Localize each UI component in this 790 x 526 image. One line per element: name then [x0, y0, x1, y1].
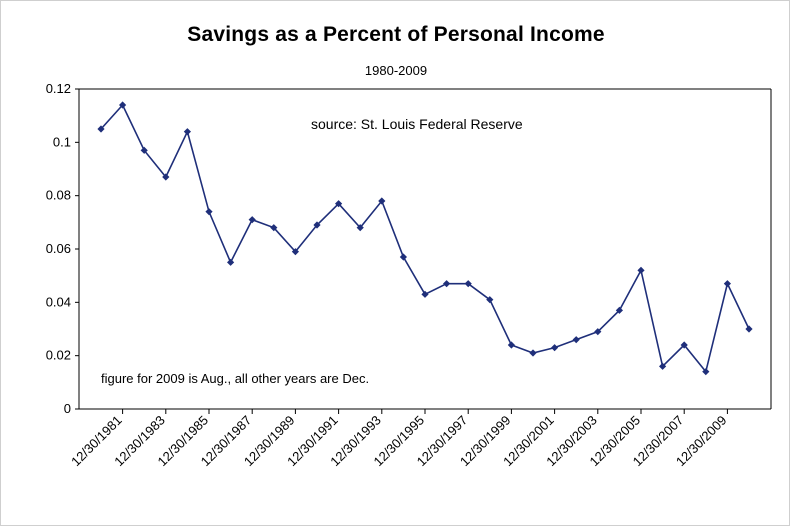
svg-text:0.1: 0.1 [52, 134, 71, 150]
svg-text:12/30/1981: 12/30/1981 [68, 412, 125, 470]
svg-text:12/30/1991: 12/30/1991 [284, 412, 341, 470]
data-point [573, 336, 580, 343]
data-point [724, 280, 731, 287]
data-series-markers [97, 101, 752, 375]
svg-text:0.06: 0.06 [45, 241, 71, 256]
svg-text:0.08: 0.08 [45, 187, 71, 203]
data-point [400, 253, 407, 260]
svg-text:12/30/2007: 12/30/2007 [629, 412, 687, 470]
data-point [745, 325, 752, 332]
data-point [443, 280, 450, 287]
data-series-line [101, 105, 749, 372]
svg-text:12/30/1983: 12/30/1983 [111, 412, 168, 470]
data-point [551, 344, 558, 351]
chart-source-note: source: St. Louis Federal Reserve [311, 116, 523, 132]
data-point [508, 341, 515, 348]
svg-text:0.04: 0.04 [45, 294, 71, 310]
svg-text:12/30/1985: 12/30/1985 [154, 412, 212, 470]
svg-text:12/30/2005: 12/30/2005 [586, 412, 644, 470]
svg-text:12/30/1989: 12/30/1989 [240, 412, 298, 470]
data-point [637, 267, 644, 274]
chart-footnote: figure for 2009 is Aug., all other years are Dec. [101, 371, 370, 386]
data-point [205, 208, 212, 215]
svg-text:12/30/1995: 12/30/1995 [370, 412, 428, 470]
svg-text:0.02: 0.02 [45, 347, 71, 363]
svg-text:12/30/2009: 12/30/2009 [672, 412, 730, 470]
svg-text:12/30/1997: 12/30/1997 [413, 412, 471, 470]
data-point [184, 128, 191, 135]
svg-text:0: 0 [63, 401, 71, 416]
svg-text:12/30/1993: 12/30/1993 [327, 412, 384, 470]
data-point [227, 259, 234, 266]
svg-text:12/30/2003: 12/30/2003 [543, 412, 600, 470]
svg-text:12/30/1999: 12/30/1999 [456, 412, 514, 470]
chart-title: Savings as a Percent of Personal Income [187, 23, 605, 46]
chart-plot-area [1, 1, 790, 526]
svg-text:12/30/2001: 12/30/2001 [500, 412, 557, 470]
svg-text:0.12: 0.12 [45, 81, 71, 96]
data-point [421, 291, 428, 298]
x-axis-tick-labels [68, 409, 729, 469]
svg-text:12/30/1987: 12/30/1987 [197, 412, 255, 470]
data-point [249, 216, 256, 223]
data-point [529, 349, 536, 356]
y-axis-tick-labels [46, 81, 79, 416]
chart-subtitle: 1980-2009 [364, 63, 428, 78]
